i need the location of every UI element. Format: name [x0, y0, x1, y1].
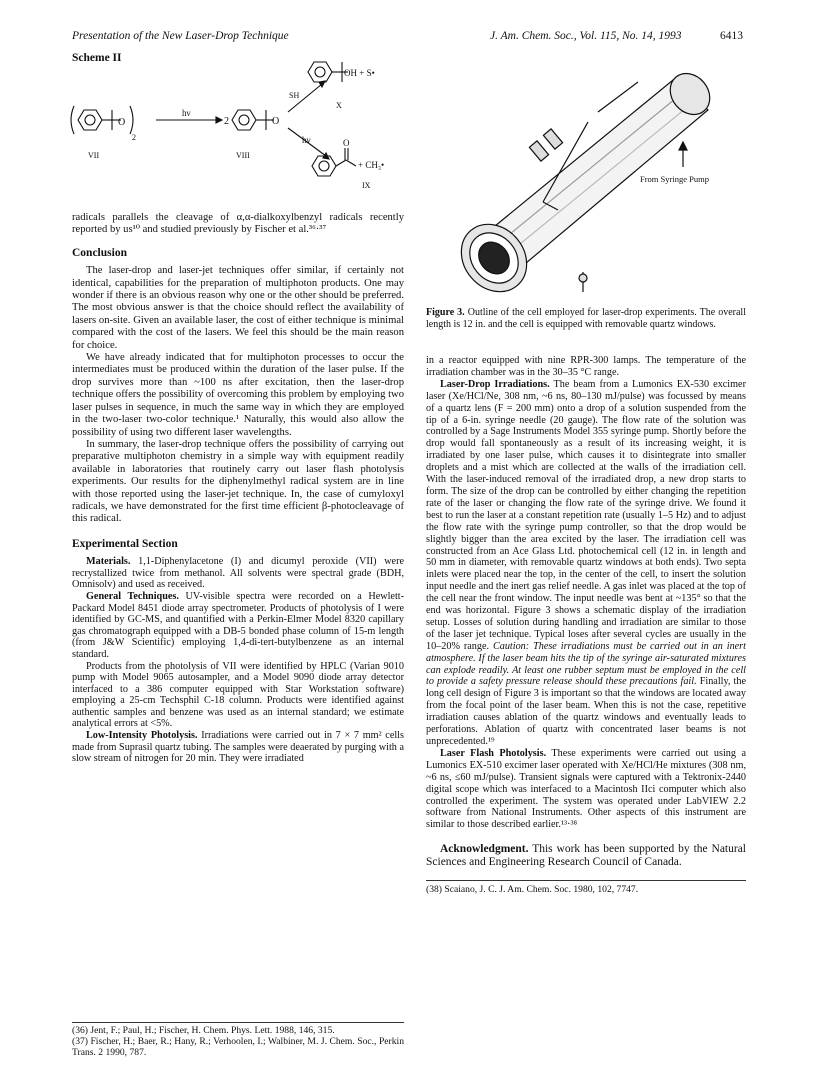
run-in-heading: Low-Intensity Photolysis. — [86, 730, 198, 742]
paragraph-text-tail: Finally, the long cell design of Figure 3 is important so that the windows are located away from the focal point of the laser beam. When this is not the case, repetitive irradiation causes ablation of the quartz windows and eventually leads to perforations. Ablation of quartz with concentrated laser beams is not unprecedented.¹⁹ — [426, 676, 746, 747]
left-paren — [71, 106, 74, 134]
irradiation-paragraph: in a reactor equipped with nine RPR-300 lamps. The temperature of the irradiation chamber was in the 30–35 °C range. — [426, 355, 746, 378]
figure-3-diagram — [418, 52, 748, 302]
paragraph-text: UV-visible spectra were recorded on a Hewlett-Packard Model 8451 diode array spectrometer. Products of photolysis of I were identified by GC-MS, and quantified with a Perkin-Elmer Model 8320 capillary gas chromatograph equipped with a DB-5 bonded phase column of 15-m length (from J&W Scientific) employing 1,4-di-tert-butylbenzene as an internal standard. — [72, 590, 404, 660]
left-column — [72, 212, 404, 765]
right-column — [426, 355, 746, 869]
sh-label: SH — [289, 91, 300, 100]
label-viii: VIII — [236, 151, 250, 160]
materials-paragraph — [72, 556, 404, 591]
experimental-heading: Experimental Section — [72, 537, 178, 550]
low-intensity-paragraph — [72, 730, 404, 765]
footnote-38: (38) Scaiano, J. C. J. Am. Chem. Soc. 1980, 102, 7747. — [426, 884, 639, 895]
aromatic-circle-vii — [85, 115, 95, 125]
benzene-ring-x — [308, 62, 332, 82]
from-syringe-pump-label: From Syringe Pump — [640, 174, 709, 184]
footnote-rule — [72, 1022, 404, 1023]
acknowledgment-paragraph — [426, 843, 746, 869]
general-techniques-paragraph — [72, 591, 404, 661]
paragraph-text: The beam from a Lumonics EX-530 excimer laser (Xe/HCl/Ne, 308 nm, ~6 ns, 80–130 mJ/pulse) was focussed by means of a quartz lens (F = 200 mm) onto a drop of a solution suspended from the tip of a 6-in. syringe needle (20 gauge). The flow rate of the solution was controlled by a Sage Instruments Model 355 syringe pump. Shortly before the drop would fall spontaneously as a result of its increasing weight, it is irradiated by one laser pulse, which causes it to disintegrate into smaller droplets and a mist which are collected at the walls of the irradiation cell. With the laser-induced removal of the irradiated drop, a new drop starts to form. The size of the drop can be controlled by either changing the repetition rate of the laser or changing the flow rate of the syringe drive. We found it best to run the laser at a constant repetition rate (usually 1–5 Hz) and to adjust the flow rate with the syringe pump controller, so that the drop would be slightly bigger than the area excited by the laser. The irradiation cell was constructed from an Ace Glass Ltd. photochemical cell (12 in. in length and 50 mm in diameter, with removable quartz windows at both ends). Two septa inlets were placed near the top, in the center of the cell, to insert the solution input needle and the inert gas relief needle. A gas inlet was placed at the top of the cell near the front window. The input needle was bent at ~135° so that the end was horizontal. Figure 3 shows a schematic display of the irradiation setup. Losses of solution during handling and irradiation are similar to those of the laser jet technique. Typical loses after several cycles are usually in the 10–20% range. — [426, 378, 746, 652]
laser-flash-paragraph — [426, 748, 746, 831]
figure-3-caption — [426, 307, 746, 331]
left-footnotes — [72, 1025, 404, 1058]
benzene-ring-ix — [312, 156, 336, 176]
label-x: X — [336, 101, 342, 110]
carbonyl-oxygen: O — [343, 138, 350, 148]
run-in-heading: Laser-Drop Irradiations. — [440, 378, 550, 390]
scheme-ii-diagram — [66, 60, 396, 200]
right-footnote-rule — [426, 880, 746, 881]
laser-drop-paragraph — [426, 379, 746, 748]
paragraph-text: This work has been supported by the Natural Sciences and Engineering Research Council of Canada. — [426, 843, 746, 869]
right-paren — [130, 106, 133, 134]
conclusion-paragraph: In summary, the laser-drop technique offers the possibility of carrying out preparative multiphoton chemistry in a simple way with equipment readily available in laboratories that routinely carry out laser flash photolysis experiments. Our results for the diphenylmethyl radical system are in line with those reported using the laser-jet technique. In, the case of cumyloxyl radicals, we have demonstrated for the first time efficient β-photocleavage of this radical. — [72, 438, 404, 525]
hv-label-2: hν — [302, 135, 311, 145]
conclusion-paragraph: The laser-drop and laser-jet techniques offer similar, if certainly not identical, capabilities for the preparation of multiphoton products. One may wonder if there is an obvious reason why one or the other should be preferred. The most obvious answer is that the choice should reflect the availability of lasers on-site. Given an available laser, the cost of either technique is minimal compared with the cost of the lasers. We feel this should be the main reason for choice. — [72, 265, 404, 351]
benzene-ring-viii — [232, 110, 256, 130]
gas-inlet — [543, 129, 562, 149]
hv-label-1: hν — [182, 108, 191, 118]
paragraph-text: Irradiations were carried out in 7 × 7 mm² cells made from Suprasil quartz tubing. The samples were deaerated by purging with a slow stream of nitrogen for 20 min. They were irradiated — [72, 730, 404, 765]
paragraph-text: 1,1-Diphenylacetone (I) and dicumyl peroxide (VII) were recrystallized twice from methanol. All solvents were spectral grade (BDH, Omnisolv) and used as received. — [72, 556, 404, 591]
journal-citation: J. Am. Chem. Soc., Vol. 115, No. 14, 1993 — [490, 30, 682, 42]
label-vii: VII — [88, 151, 100, 160]
run-in-heading: Materials. — [86, 556, 131, 568]
scheme-title: Scheme II — [72, 52, 122, 64]
septum-inlet — [529, 141, 548, 161]
page-number: 6413 — [720, 30, 743, 42]
methyl-radical-label: + CH₃• — [358, 160, 385, 170]
coefficient-2: 2 — [224, 116, 229, 127]
run-in-heading: General Techniques. — [86, 590, 179, 602]
right-footnotes — [426, 884, 746, 895]
footnote-37: (37) Fischer, H.; Baer, R.; Hany, R.; Verhoolen, I.; Walbiner, M. J. Chem. Soc., Perkin Trans. 2 1990, 787. — [72, 1036, 404, 1058]
oxygen-label: O — [118, 117, 126, 128]
oxygen-radical-label: O — [272, 116, 280, 127]
run-in-heading: Laser Flash Photolysis. — [440, 747, 547, 759]
conclusion-heading: Conclusion — [72, 246, 127, 259]
benzene-ring-vii — [78, 110, 102, 130]
oh-product-label: OH + S• — [344, 68, 375, 78]
paragraph-text: These experiments were carried out using a Lumonics EX-510 excimer laser operated with Xe/HCl/He mixtures (308 nm, ~6 ns, ≤60 mJ/pulse). Transient signals were captured with a Tektronix-2440 digital scope which was interfaced to a Macintosh IIci computer which also controlled the experiment. The system was operated under LabVIEW 2.2 software from National Instruments. Other aspects of this instrument are similar to those described earlier.¹³·³⁸ — [426, 747, 746, 831]
intro-paragraph: radicals parallels the cleavage of α,α-dialkoxylbenzyl radicals recently reported by us¹⁰ and studied previously by Fischer et al.³⁶·³⁷ — [72, 212, 404, 236]
caption-head: Figure 3. — [426, 307, 465, 318]
caption-text: Outline of the cell employed for laser-drop experiments. The overall length is 12 in. and the cell is equipped with removable quartz windows. — [426, 307, 746, 330]
products-paragraph: Products from the photolysis of VII were identified by HPLC (Varian 9010 pump with Model 9065 autosampler, and a Model 9090 diode array detector interfaced to a 386 computer equipped with Star Workstation software) employing a 25-cm Techsphil C-18 column. Products were identified against authentic samples and benzene was used as an internal standard; we estimate analytical errors at <5%. — [72, 660, 404, 730]
subscript-2: 2 — [132, 133, 136, 142]
caution-text: Caution: These irradiations must be carried out in an inert atmosphere. If the laser beam hits the tip of the syringe air-saturated mixtures can explode readily. At least one rubber septum must be employed in the cell to provide a safety pressure release should these precautions fail. — [426, 640, 746, 688]
conclusion-paragraph: We have already indicated that for multiphoton processes to occur the intermediates must be produced within the duration of the laser pulse. If the drop survives more than ~100 ns after excitation, then the laser-drop technique offers the possibility of overcoming this problem by employing two laser pulses in sequence, in much the same way in which they are employed in the two-laser two-color technique.¹ Naturally, this would also allow the possibility of using two different laser wavelengths. — [72, 352, 404, 438]
footnote-36: (36) Jent, F.; Paul, H.; Fischer, H. Chem. Phys. Lett. 1988, 146, 315. — [72, 1025, 335, 1036]
label-ix: IX — [362, 181, 371, 190]
run-in-heading: Acknowledgment. — [440, 843, 529, 856]
running-title: Presentation of the New Laser-Drop Technique — [72, 30, 289, 42]
